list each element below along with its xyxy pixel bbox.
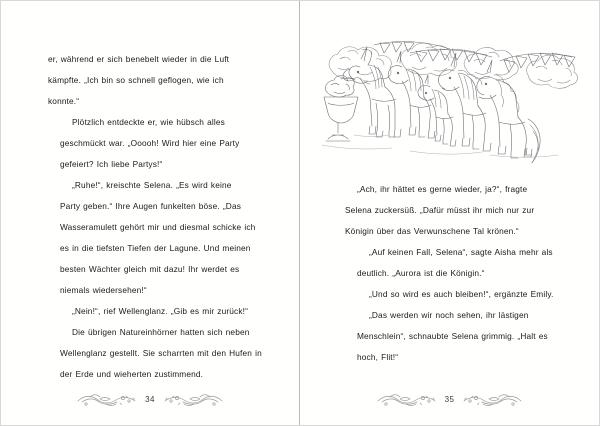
left-page-footer [1, 389, 299, 411]
text-line: Die übrigen Natureinhörner hatten sich neben [72, 327, 250, 337]
paragraph [48, 301, 266, 322]
text-line: er, während er sich benebelt wieder in die Luft [48, 54, 230, 64]
right-page-footer [300, 389, 599, 411]
text-line: „Ach, ihr hättet es gerne wieder, ja?“, fragte [357, 184, 528, 194]
paragraph [48, 49, 266, 112]
paragraph [48, 112, 266, 175]
paragraph [345, 179, 567, 242]
text-line: „Nein!“, rief Wellenglanz. „Gib es mir zurück!“ [72, 306, 249, 316]
text-line: Menschlein“, schnaubte Selena grimmig. „Halt es [357, 331, 548, 341]
text-line: kämpfte. „Ich bin so schnell geflogen, wie ich [48, 75, 224, 85]
ground-line [322, 135, 558, 157]
paragraph [48, 175, 266, 301]
text-line: „Ruhe!“, kreischte Selena. „Es wird keine [72, 180, 232, 190]
text-line: Selena zuckersüß. „Dafür müsst ihr mich nur zur [345, 205, 535, 215]
paragraph [345, 284, 567, 305]
text-line: „Das werden wir noch sehen, ihr lästigen [369, 310, 529, 320]
text-line: niemals wiedersehen!“ [60, 285, 147, 295]
page-number: 35 [444, 395, 455, 404]
text-line: geschmückt war. „Ooooh! Wird hier eine Party [60, 138, 240, 148]
unicorn-center [438, 53, 491, 151]
text-line: gefeiert? Ich liebe Partys!“ [60, 159, 163, 169]
text-line: deutlich. „Aurora ist die Königin.“ [357, 268, 485, 278]
left-page [1, 1, 300, 425]
text-line: hoch, Flit!“ [357, 352, 399, 362]
paragraph [48, 322, 266, 385]
paragraph [345, 305, 567, 368]
text-line: Party geben.“ Ihre Augen funkelten böse. „Das [60, 201, 242, 211]
text-line: Plötzlich entdeckte er, wie hübsch alles [72, 117, 225, 127]
text-line: „Und so wird es auch bleiben!“, ergänzte Emily. [369, 289, 554, 299]
right-page [300, 1, 599, 425]
text-line: Königin über das Verwunschene Tal krönen.“ [345, 226, 519, 236]
unicorn-right [477, 60, 540, 163]
text-line: es in die tiefsten Tiefen der Lagune. Und meinen [60, 243, 251, 253]
ornament-flourish-left-icon [76, 392, 138, 408]
text-line: „Auf keinen Fall, Selena“, sagte Aisha mehr als [369, 247, 553, 257]
text-line: Wasseramulett gehört mir und diesmal schicke ich [60, 222, 256, 232]
ornament-flourish-left-icon [376, 392, 438, 408]
paragraph [345, 242, 567, 284]
left-page-body-text [48, 49, 266, 385]
unicorn-party-line-art-svg [314, 23, 586, 163]
flower-urn [324, 76, 358, 141]
unicorn-foal [418, 75, 456, 146]
ornament-flourish-right-icon [162, 392, 224, 408]
right-page-body-text [345, 179, 567, 368]
two-page-spread [1, 1, 599, 425]
unicorn-left [343, 47, 401, 137]
text-line: konnte.“ [48, 96, 80, 106]
text-line: der Erde und wieherten zustimmend. [60, 369, 204, 379]
page-number: 34 [145, 395, 155, 404]
ornament-flourish-right-icon [461, 392, 523, 408]
text-line: besten Wächter gleich mit dazu! Ihr werdet es [60, 264, 240, 274]
text-line: Wellenglanz gestellt. Sie scharrten mit den Hufen in [60, 348, 262, 358]
unicorn-party-illustration [314, 23, 586, 163]
